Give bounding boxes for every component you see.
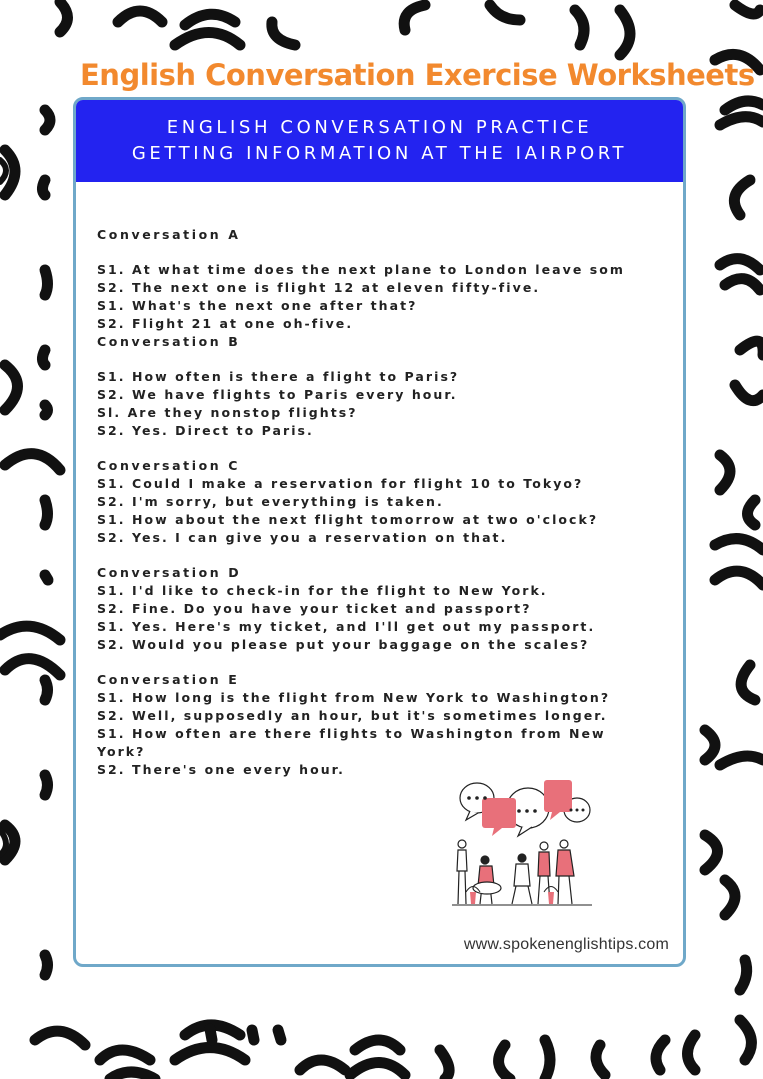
dialogue-line: S2. Yes. I can give you a reservation on that. <box>97 530 508 545</box>
dialogue-line: S1. What's the next one after that? <box>97 298 418 313</box>
dialogue-line: S2. Well, supposedly an hour, but it's sometimes longer. <box>97 708 608 723</box>
conversation-heading: Conversation A <box>97 227 241 242</box>
dialogue-line: S1. At what time does the next plane to London leave som <box>97 262 625 277</box>
dialogue-line: S1. Yes. Here's my ticket, and I'll get out my passport. <box>97 619 596 634</box>
dialogue-line: S2. Fine. Do you have your ticket and passport? <box>97 601 532 616</box>
dialogue-line: S1. How about the next flight tomorrow at two o'clock? <box>97 512 599 527</box>
arc-decoration <box>60 2 68 32</box>
dialogue-line: S2. We have flights to Paris every hour. <box>97 387 458 402</box>
conversation-heading: Conversation B <box>97 334 241 349</box>
banner-line-2: GETTING INFORMATION AT THE IAIRPORT <box>131 143 628 164</box>
conversation-heading: Conversation E <box>97 672 240 687</box>
dialogue-line: S1. How often is there a flight to Paris? <box>97 369 460 384</box>
dialogue-line: S2. There's one every hour. <box>97 762 345 777</box>
conversation-heading: Conversation D <box>97 565 242 580</box>
conversation-list <box>97 226 686 779</box>
dialogue-line: York? <box>97 744 146 759</box>
banner-line-1: ENGLISH CONVERSATION PRACTICE <box>166 117 593 138</box>
conversation-heading: Conversation C <box>97 458 240 473</box>
dialogue-line: S2. Would you please put your baggage on the scales? <box>97 637 590 652</box>
dialogue-line: S1. Could I make a reservation for flight 10 to Tokyo? <box>97 476 584 491</box>
dialogue-line: S2. Yes. Direct to Paris. <box>97 423 314 438</box>
dialogue-line: S2. Flight 21 at one oh-five. <box>97 316 354 331</box>
dialogue-line: S1. I'd like to check-in for the flight to New York. <box>97 583 548 598</box>
dialogue-line: Sl. Are they nonstop flights? <box>97 405 358 420</box>
worksheet-title: English Conversation Exercise Worksheets <box>80 58 755 92</box>
dialogue-line: S1. How often are there flights to Washington from New <box>97 726 606 741</box>
dialogue-line: S2. The next one is flight 12 at eleven fifty-five. <box>97 280 541 295</box>
dialogue-line: S1. How long is the flight from New York to Washington? <box>97 690 611 705</box>
dialogue-line: S2. I'm sorry, but everything is taken. <box>97 494 444 509</box>
arc-decoration <box>118 11 162 22</box>
header-banner <box>76 100 683 182</box>
people-talking-illustration <box>452 776 592 910</box>
worksheet-card <box>73 97 686 967</box>
website-url: www.spokenenglishtips.com <box>463 936 669 953</box>
